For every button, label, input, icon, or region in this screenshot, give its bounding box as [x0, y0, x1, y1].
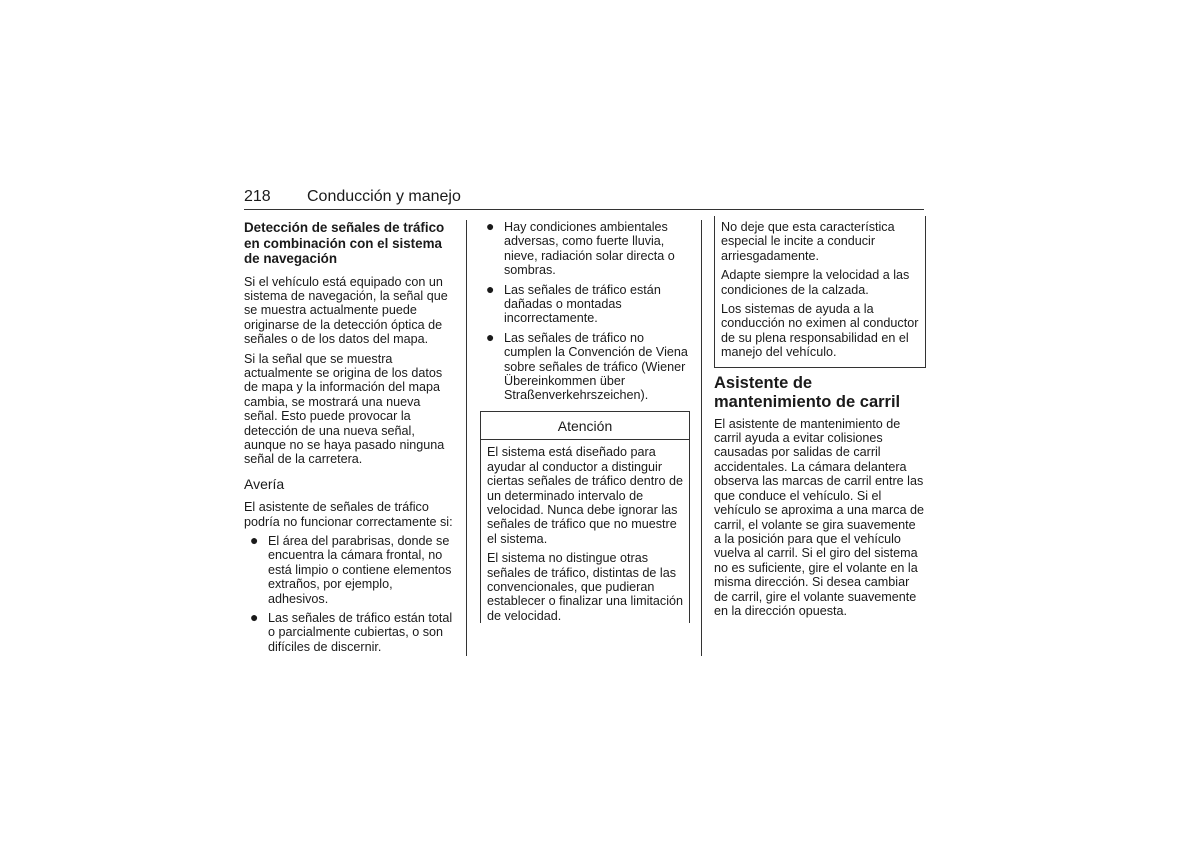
bullet-icon: ●: [250, 609, 259, 626]
bullet-list: [480, 220, 690, 403]
list-item: ● Las señales de tráfico no cumplen la Convención de Viena sobre señales de tráfico (Wiener Übereinkommen über Straßenverkehrszeichen).: [486, 328, 688, 403]
paragraph: El sistema no distingue otras señales de tráfico, distintas de las convencionales, que pudieran establecer o finalizar una limitación de velocidad.: [487, 551, 684, 623]
column-2: [480, 220, 690, 628]
subsection-heading-navigation: Detección de señales de tráfico en combinación con el sistema de navegación: [244, 220, 445, 266]
list-item: ● Hay condiciones ambientales adversas, como fuerte lluvia, nieve, radiación solar directa o sombras.: [486, 218, 675, 278]
list-item: ● Las señales de tráfico están dañadas o montadas incorrectamente.: [486, 280, 661, 326]
paragraph: El asistente de mantenimiento de carril ayuda a evitar colisiones causadas por salidas de carril accidentales. La cámara delantera observa las marcas de carril entre las que conduce el vehículo. Si el vehículo se aproxima a una marca de carril, el volante se gira suavemente a la posición para que el vehículo vuelva al carril. Si el giro del sistema no es suficiente, gire el volante en la misma dirección. Si desea cambiar de carril, gire el volante suavemente en la dirección opuesta.: [714, 416, 925, 618]
bullet-icon: ●: [250, 532, 259, 548]
column-3: [714, 220, 926, 623]
page-number: 218: [244, 188, 271, 205]
paragraph: El sistema está diseñado para ayudar al conductor a distinguir ciertas señales de tráfico dentro de un determinado intervalo de velocidad. Nunca debe ignorar las señales de tráfico que no muestre el sistema.: [487, 445, 684, 546]
section-heading-lane-keep: Asistente de mantenimiento de carril: [714, 373, 901, 411]
warning-box: [480, 411, 690, 623]
paragraph: Si la señal que se muestra actualmente se origina de los datos de mapa y la información del mapa cambia, se mostrará una nueva señal. Esto puede provocar la detección de una nueva señal, aunque no se haya pasado ninguna señal de la carretera.: [244, 351, 445, 467]
subsection-heading-averia: Avería: [244, 475, 285, 492]
bullet-icon: ●: [486, 328, 495, 345]
bullet-list: [244, 534, 456, 654]
bullet-icon: ●: [486, 280, 495, 297]
warning-box-continuation: [714, 216, 926, 368]
list-item: ● Las señales de tráfico están total o parcialmente cubiertas, o son difíciles de discernir.: [250, 609, 453, 654]
page-header: [244, 188, 924, 210]
paragraph: El asistente de señales de tráfico podría no funcionar correctamente si:: [244, 500, 453, 529]
column-divider-2: [701, 220, 702, 656]
paragraph: Adapte siempre la velocidad a las condiciones de la calzada.: [721, 268, 910, 297]
section-title: Conducción y manejo: [307, 188, 461, 205]
column-divider-1: [466, 220, 467, 656]
column-1: [244, 220, 456, 659]
header-rule: [244, 209, 924, 210]
bullet-icon: ●: [486, 218, 495, 234]
list-item: ● El área del parabrisas, donde se encuentra la cámara frontal, no está limpio o contiene elementos extraños, por ejemplo, adhesivos.: [250, 532, 452, 606]
warning-body: [481, 440, 689, 623]
warning-title: Atención: [481, 412, 689, 440]
paragraph: Los sistemas de ayuda a la conducción no eximen al conductor de su plena responsabilidad en el manejo del vehículo.: [721, 302, 919, 360]
paragraph: Si el vehículo está equipado con un sistema de navegación, la señal que se muestra actualmente puede originarse de la detección óptica de señales o de los datos del mapa.: [244, 274, 448, 347]
paragraph: No deje que esta característica especial le incite a conducir arriesgadamente.: [721, 220, 895, 263]
